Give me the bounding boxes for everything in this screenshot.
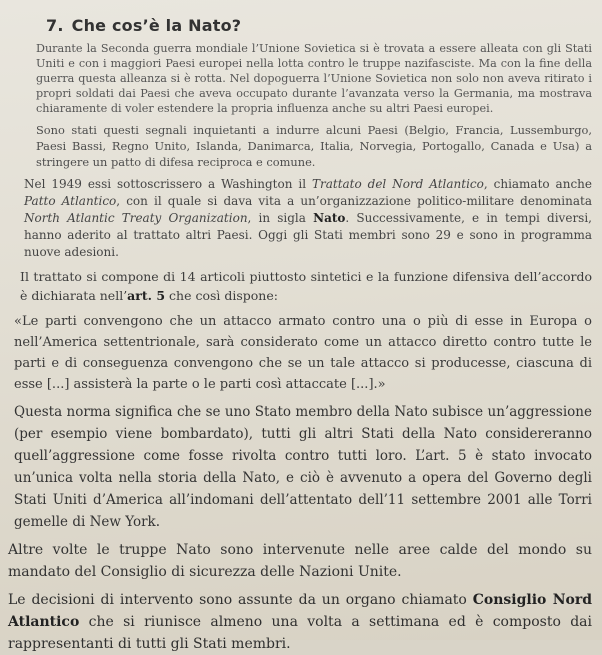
p3-treaty-name: Trattato del Nord Atlantico <box>311 177 484 191</box>
paragraph-article-5-meaning: Questa norma significa che se uno Stato membro della Nato subisce un’aggressione (per esempio viene bombardato), tutti gli altri Stati della Nato considereranno quell’aggressione come fosse rivolta contro tutti loro. L’art. 5 è stato invocato un’unica volta nella storia della Nato, e ciò è avvenuto a opera del Governo degli Stati Uniti d’America all’indomani dell’attentato dell’11 settembre 2001 alle Torri gemelle di New York. <box>14 404 592 530</box>
p3-text-a: Nel 1949 essi sottoscrissero a Washington il <box>24 177 312 191</box>
p8-council-name: Consiglio Nord Atlantico <box>8 592 592 630</box>
paragraph-treaty-1949 <box>24 176 592 261</box>
p4-article-ref: art. 5 <box>127 288 166 303</box>
quote-article-5: «Le parti convengono che un attacco armato contro una o più di esse in Europa o nell’America settentrionale, sarà considerato come un attacco diretto contro tutte le parti e di conseguenza convengono che se un tale attacco si producesse, ciascuna di esse [...] assisterà la parte o le parti così attaccate [...].» <box>14 314 592 392</box>
p3-text-i: . Successivamente, e in tempi diversi, hanno aderito al trattato altri Paesi. Oggi gli Stati membri sono 29 e sono in programma nuove adesioni. <box>24 211 592 259</box>
paragraph-founding-countries: Sono stati questi segnali inquietanti a indurre alcuni Paesi (Belgio, Francia, Lussemburgo, Paesi Bassi, Regno Unito, Islanda, Danimarca, Italia, Norvegia, Portogallo, Canada e Usa) a stringere un patto di difesa reciproca e comune. <box>36 123 592 169</box>
p3-acronym: Nato <box>313 211 346 225</box>
section-title: Che cos’è la Nato? <box>71 16 242 35</box>
p3-pact-name: Patto Atlantico <box>24 194 117 208</box>
paragraph-treaty-articles <box>20 267 592 305</box>
p3-organization-name: North Atlantic Treaty Organization <box>24 211 248 225</box>
paragraph-wartime-alliance: Durante la Seconda guerra mondiale l’Unione Sovietica si è trovata a essere alleata con gli Stati Uniti e con i maggiori Paesi europei nella lotta contro le truppe nazifasciste. Ma con la fine della guerra questa alleanza si è rotta. Nel dopoguerra l’Unione Sovietica non solo non aveva ritirato i propri soldati dai Paesi che aveva occupato durante l’avanzata verso la Germania, ma mostrava chiaramente di voler estendere la propria influenza anche su altri Paesi europei. <box>36 42 592 115</box>
p3-text-e: , con il quale si dava vita a un’organizzazione politico-militare denominata <box>116 194 592 208</box>
p3-text-g: , in sigla <box>247 211 314 225</box>
section-number: 7. <box>46 16 64 35</box>
paragraph-north-atlantic-council <box>8 589 592 655</box>
p4-text-c: che così dispone: <box>165 288 278 303</box>
p8-text-c: che si riunisce almeno una volta a settimana ed è composto dai rappresentanti di tutti gli Stati membri. <box>8 614 592 652</box>
p4-text-a: Il trattato si compone di 14 articoli piuttosto sintetici e la funzione difensiva dell’accordo è dichiarata nell’ <box>20 269 592 303</box>
paragraph-un-mandate: Altre volte le truppe Nato sono intervenute nelle aree calde del mondo su mandato del Consiglio di sicurezza delle Nazioni Unite. <box>8 542 592 580</box>
p8-text-a: Le decisioni di intervento sono assunte da un organo chiamato <box>8 592 473 608</box>
p3-text-c: , chiamato anche <box>483 177 592 191</box>
section-heading <box>46 16 592 35</box>
